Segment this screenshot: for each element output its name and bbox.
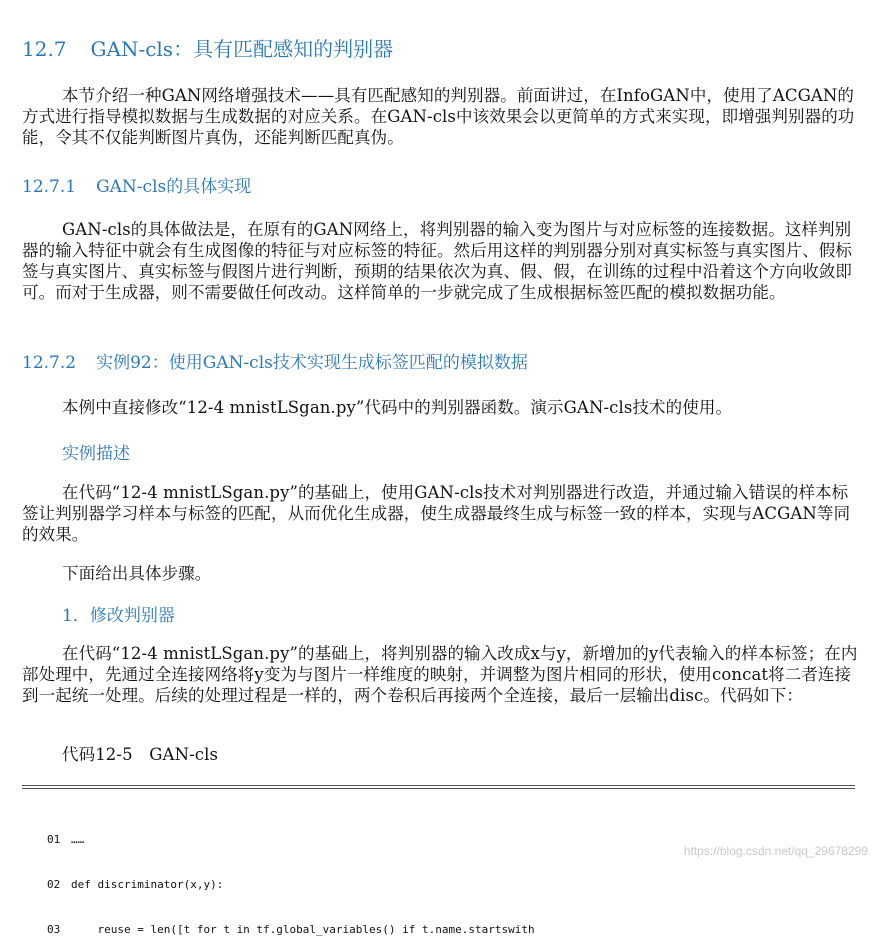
code-line-number: 03 bbox=[47, 923, 61, 936]
example-description-label: 实例描述 bbox=[62, 444, 130, 464]
section-heading bbox=[22, 33, 393, 62]
subsection-heading-12-7-1 bbox=[22, 172, 251, 197]
example-description-paragraph: 在代码“12-4 mnistLSgan.py”的基础上，使用GAN-cls技术对判别器进行改造，并通过输入错误的样本标签让判别器学习样本与标签的匹配，从而优化生成器，使生成器最终生成与标签一致的样本，实现与ACGAN等同的效果。 bbox=[22, 483, 851, 544]
step-1-label: 1．修改判别器 bbox=[62, 606, 175, 626]
section-title: GAN-cls：具有匹配感知的判别器 bbox=[90, 37, 394, 61]
intro-paragraph: 本节介绍一种GAN网络增强技术——具有匹配感知的判别器。前面讲过，在InfoGAN中，使用了ACGAN的方式进行指导模拟数据与生成数据的对应关系。在GAN-cls中该效果会以更简单的方式来实现，即增强判别器的功能，令其不仅能判断图片真伪，还能判断匹配真伪。 bbox=[22, 86, 855, 147]
subsection-number: 12.7.1 bbox=[22, 177, 77, 197]
code-caption: 代码12-5 GAN-cls bbox=[62, 745, 219, 764]
example-intro-paragraph: 本例中直接修改“12-4 mnistLSgan.py”代码中的判别器函数。演示GAN-cls技术的使用。 bbox=[62, 398, 733, 417]
code-line-text: reuse = len([t for t in tf.global_variables() if t.name.startswith bbox=[71, 923, 535, 936]
code-line bbox=[47, 877, 535, 892]
code-block bbox=[47, 802, 535, 952]
code-line bbox=[47, 922, 535, 937]
implementation-paragraph: GAN-cls的具体做法是，在原有的GAN网络上，将判别器的输入变为图片与对应标签的连接数据。这样判别器的输入特征中就会有生成图像的特征与对应标签的特征。然后用这样的判别器分别对真实标签与真实图片、假标签与真实图片、真实标签与假图片进行判断，预期的结果依次为真、假、假，在训练的过程中沿着这个方向收敛即可。而对于生成器，则不需要做任何改动。这样简单的一步就完成了生成根据标签匹配的模拟数据功能。 bbox=[22, 220, 852, 302]
subsection-title: 实例92：使用GAN-cls技术实现生成标签匹配的模拟数据 bbox=[96, 353, 528, 373]
code-line-number: 02 bbox=[47, 878, 61, 891]
code-line-number: 01 bbox=[47, 833, 61, 846]
section-number: 12.7 bbox=[22, 37, 67, 61]
code-line-text: …… bbox=[71, 833, 85, 846]
subsection-number: 12.7.2 bbox=[22, 353, 77, 373]
code-top-rule bbox=[22, 785, 855, 786]
code-line bbox=[47, 832, 535, 847]
step-1-paragraph: 在代码“12-4 mnistLSgan.py”的基础上，将判别器的输入改成x与y，新增加的y代表输入的样本标签；在内部处理中，先通过全连接网络将y变为与图片一样维度的映射，并调整为图片相同的形状，使用concat将二者连接到一起统一处理。后续的处理过程是一样的，两个卷积后再接两个全连接，最后一层输出disc。代码如下： bbox=[22, 644, 858, 705]
code-line-text: def discriminator(x,y): bbox=[71, 878, 224, 891]
steps-intro: 下面给出具体步骤。 bbox=[62, 564, 212, 583]
subsection-title: GAN-cls的具体实现 bbox=[96, 177, 252, 197]
code-top-rule-double bbox=[22, 788, 855, 789]
subsection-heading-12-7-2 bbox=[22, 348, 528, 373]
watermark: https://blog.csdn.net/qq_29678299 bbox=[683, 844, 868, 858]
